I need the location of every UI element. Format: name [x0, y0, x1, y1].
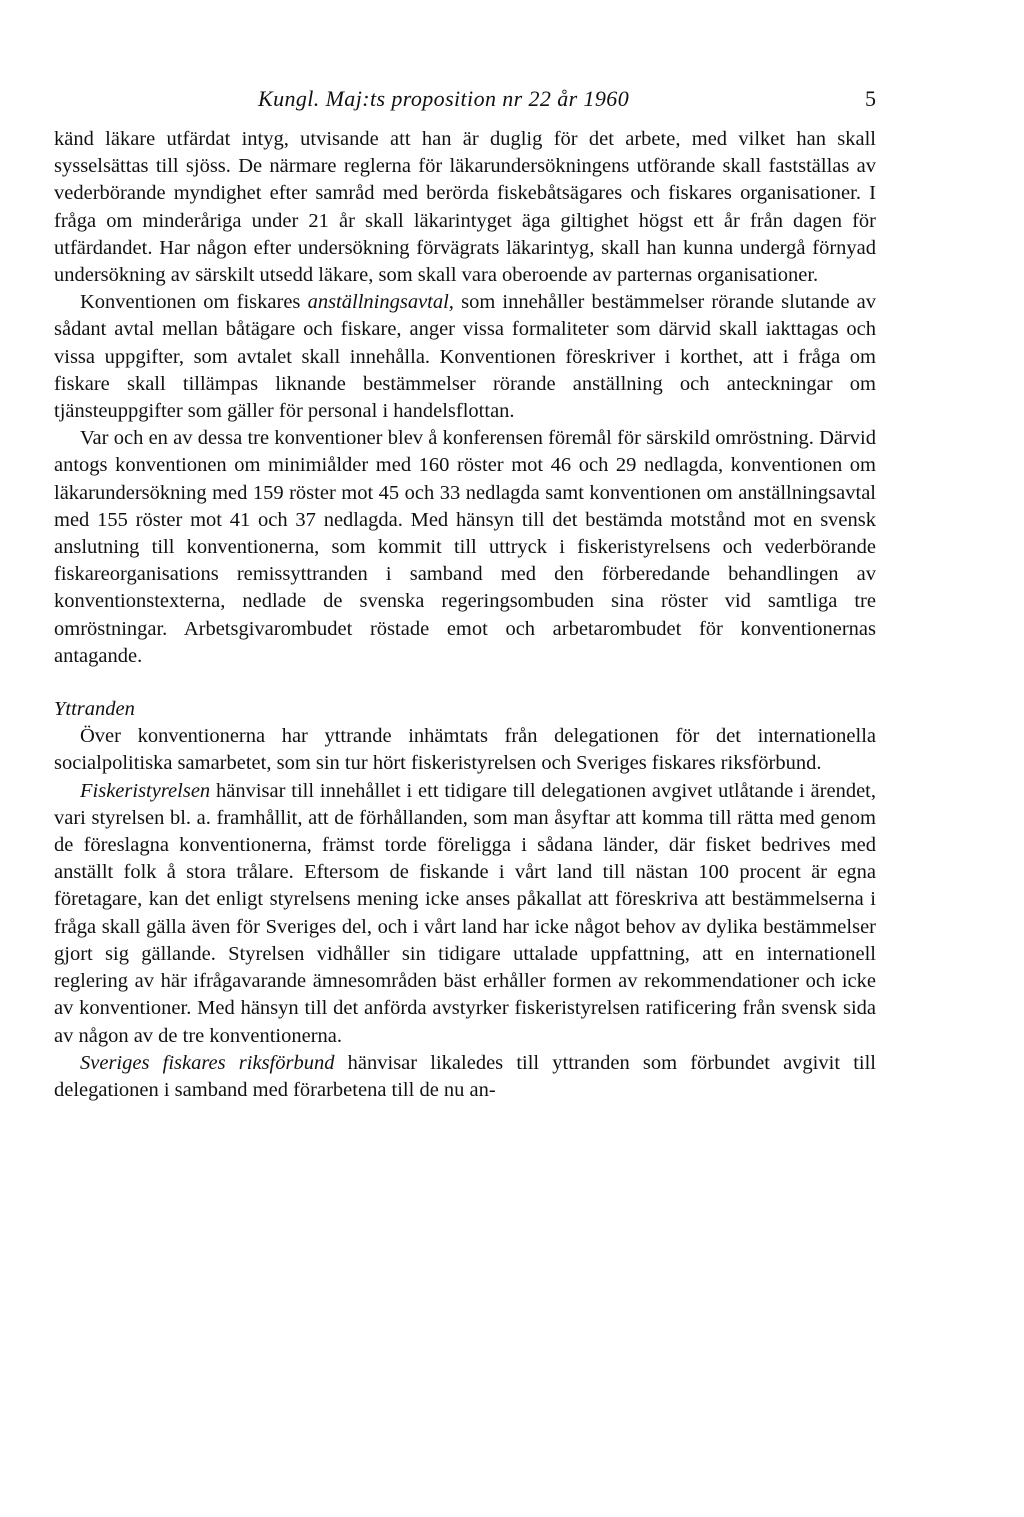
paragraph-2 — [54, 289, 876, 425]
header-title: Kungl. Maj:ts proposition nr 22 år 1960 — [258, 86, 630, 111]
paragraph-5-text: hänvisar till innehållet i ett tidigare till delegationen avgivet utlåtande i ärendet, vari styrelsen bl. a. framhållit, att de förhållanden, som man åsyftar att komma till rätta med genom de föreslagna konventionerna, främst torde föreligga i sådana länder, där fisket bedrives med anställt folk å stora trålare. Eftersom de fiskande i vårt land till nästan 100 procent är egna företagare, kan det enligt styrelsens mening icke anses påkallat att föreskriva att bestämmelserna i fråga skall gälla även för Sveriges del, och i vårt land har icke något behov av dylika bestämmelser gjort sig gällande. Styrelsen vidhåller sin tidigare uttalade uppfattning, att en internationell reglering av här ifrågavarande ämnesområden bäst erhåller formen av rekommendationer och icke av konventioner. Med hänsyn till det anförda avstyrker fiskeristyrelsen ratificering från svensk sida av någon av de tre konventionerna. — [54, 779, 876, 1047]
paragraph-6-emphasis: Sveriges fiskares riksförbund — [80, 1051, 335, 1074]
page-number: 5 — [865, 86, 876, 111]
document-body — [54, 126, 876, 1104]
paragraph-5-emphasis: Fiskeristyrelsen — [80, 779, 211, 802]
paragraph-5 — [54, 778, 876, 1050]
paragraph-6 — [54, 1050, 876, 1104]
paragraph-3: Var och en av dessa tre konventioner blev å konferensen föremål för särskild omröstning. Därvid antogs konventionen om minimiålder med 160 röster mot 46 och 29 nedlagda, konventionen om läkarundersökning med 159 röster mot 45 och 33 nedlagda samt konventionen om anställningsavtal med 155 röster mot 41 och 37 nedlagda. Med hänsyn till det bestämda motstånd mot en svensk anslutning till konventionerna, som kommit till uttryck i fiskeristyrelsens och vederbörande fiskareorganisations remissyttranden i samband med den förberedande behandlingen av konventionstexterna, nedlade de svenska regeringsombuden sina röster vid samtliga tre omröstningar. Arbetsgivarombudet röstade emot och arbetarombudet för konventionernas antagande. — [54, 427, 876, 667]
paragraph-2-text-a: Konventionen om fiskares — [80, 291, 308, 314]
paragraph-6-text: hänvisar likaledes till yttranden som förbundet avgivit till delegationen i samband med förarbetena till de nu an- — [54, 1051, 876, 1101]
paragraph-2-emphasis: anställningsavtal, — [307, 291, 454, 314]
paragraph-1: känd läkare utfärdat intyg, utvisande att han är duglig för det arbete, med vilket han skall sysselsättas till sjöss. De närmare reglerna för läkarundersökningens utförande skall fastställas av vederbörande myndighet efter samråd med berörda fiskebåtsägares och fiskares organisationer. I fråga om minderåriga under 21 år skall läkarintyget äga giltighet högst ett år från dagen för utfärdandet. Har någon efter undersökning förvägrats läkarintyg, skall han kunna undergå förnyad undersökning av särskilt utsedd läkare, som skall vara oberoende av parternas organisationer. — [54, 128, 876, 287]
paragraph-2-text-b: som innehåller bestämmelser rörande slutande av sådant avtal mellan båtägare och fiskare, anger vissa formaliteter som därvid skall iakttagas och vissa uppgifter, som avtalet skall innehålla. Konventionen föreskriver i korthet, att i fråga om fiskare skall tillämpas liknande bestämmelser rörande anställning och anteckningar om tjänsteuppgifter som gäller för personal i handelsflottan. — [54, 291, 876, 423]
paragraph-4: Över konventionerna har yttrande inhämtats från delegationen för det internationella socialpolitiska samarbetet, som sin tur hört fiskeristyrelsen och Sveriges fiskares riksförbund. — [54, 725, 876, 775]
section-heading: Yttranden — [54, 698, 135, 721]
running-header — [54, 86, 876, 116]
